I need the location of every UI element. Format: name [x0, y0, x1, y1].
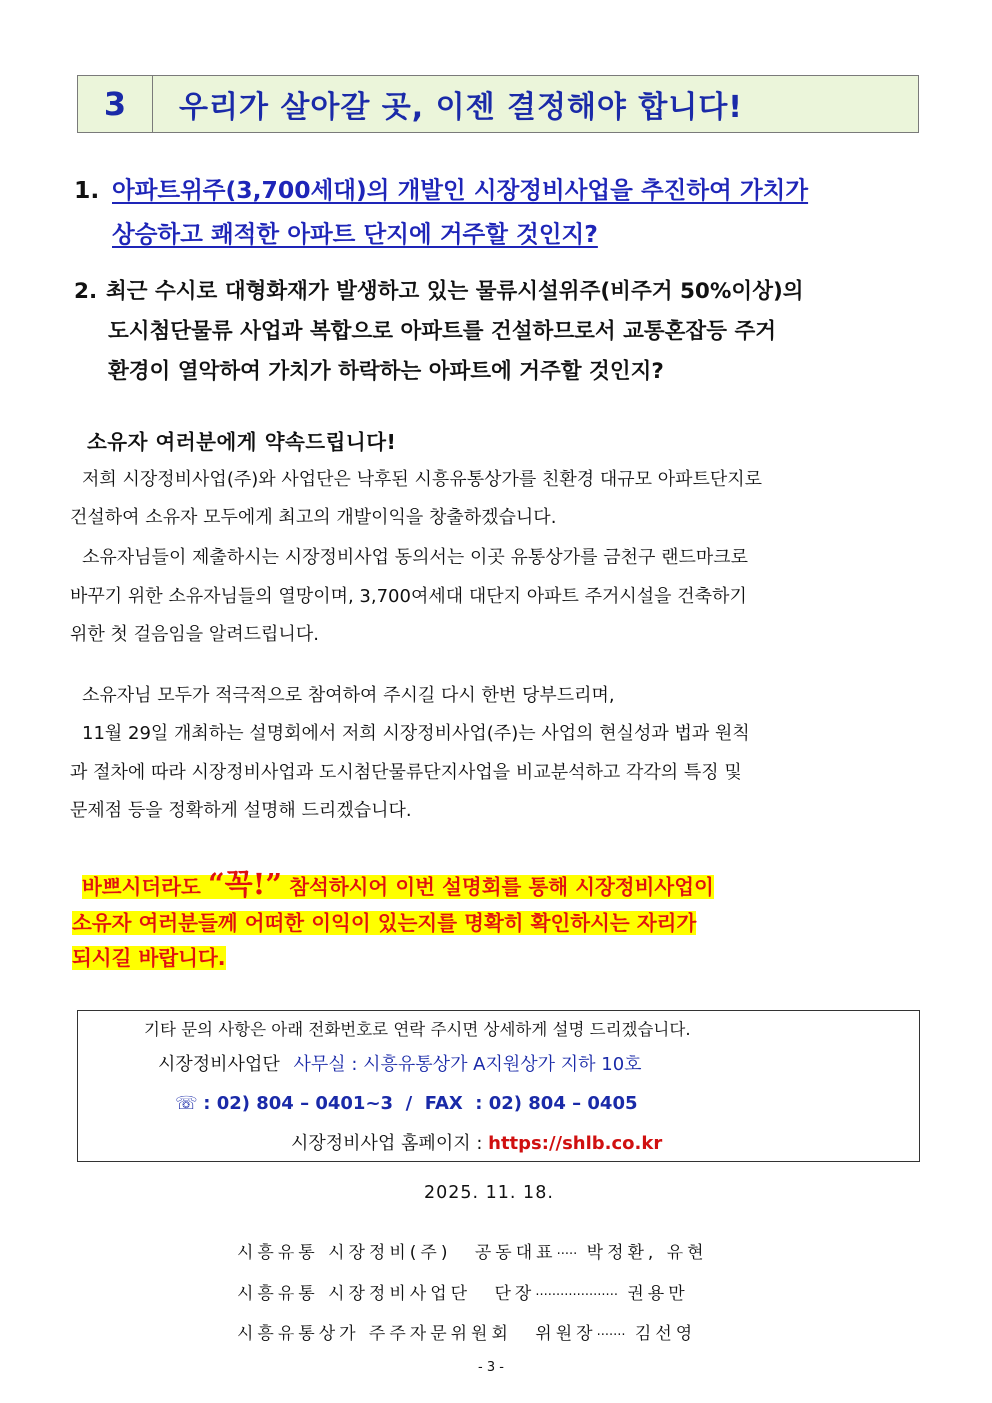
paragraph-3-line-2: 11월 29일 개최하는 설명회에서 저희 시장정비사업(주)는 사업의 현실성과 법과 원칙	[82, 723, 750, 744]
signature-row-3	[237, 1319, 696, 1344]
contact-phone: : 02) 804 – 0401~3 / FAX : 02) 804 – 0405	[203, 1093, 638, 1114]
paragraph-2-line-1: 소유자님들이 제출하시는 시장정비사업 동의서는 이곳 유통상가를 금천구 랜드마크로	[82, 547, 749, 568]
contact-homepage-row	[291, 1129, 662, 1155]
question-1	[74, 168, 934, 258]
highlight-post: 참석하시어 이번 설명회를 통해 시장정비사업이	[282, 875, 714, 899]
contact-office-row	[158, 1050, 642, 1076]
question-2-line-3: 환경이 열악하여 가치가 하락하는 아파트에 거주할 것인지?	[108, 359, 664, 384]
homepage-label: 시장정비사업 홈페이지 :	[291, 1133, 483, 1154]
question-2	[74, 272, 934, 392]
signature-row-1	[237, 1238, 708, 1263]
highlight-line-2	[72, 906, 696, 936]
homepage-link[interactable]: https://shlb.co.kr	[488, 1133, 663, 1154]
page-number: - 3 -	[478, 1360, 504, 1375]
paragraph-3-line-1: 소유자님 모두가 적극적으로 참여하여 주시길 다시 한번 당부드리며,	[82, 685, 615, 706]
signature-org: 시흥유통상가 주주자문위원회	[237, 1324, 512, 1344]
signature-name: 권용만	[627, 1284, 689, 1304]
question-1-number: 1.	[74, 176, 100, 204]
highlight-line-1	[82, 862, 714, 903]
paragraph-1-line-1: 저희 시장정비사업(주)와 사업단은 낙후된 시흥유통상가를 친환경 대규모 아파트단지로	[82, 469, 763, 490]
question-1-line-1: 아파트위주(3,700세대)의 개발인 시장정비사업을 추진하여 가치가	[112, 176, 809, 204]
question-1-line-2: 상승하고 쾌적한 아파트 단지에 거주할 것인지?	[112, 220, 598, 248]
promise-title: 소유자 여러분에게 약속드립니다!	[87, 430, 397, 454]
signature-dots: ····················	[535, 1288, 618, 1303]
contact-intro: 기타 문의 사항은 아래 전화번호로 연락 주시면 상세하게 설명 드리겠습니다.	[144, 1020, 691, 1039]
contact-org: 시장정비사업단	[158, 1054, 280, 1075]
question-2-line-2: 도시첨단물류 사업과 복합으로 아파트를 건설하므로서 교통혼잡등 주거	[108, 319, 776, 344]
paragraph-1-line-2: 건설하여 소유자 모두에게 최고의 개발이익을 창출하겠습니다.	[70, 507, 557, 528]
contact-office: 사무실 : 시흥유통상가 A지원상가 지하 10호	[293, 1054, 642, 1075]
section-header	[77, 75, 919, 133]
signature-role: 단장	[494, 1284, 536, 1304]
signature-role: 공동대표	[474, 1243, 557, 1263]
contact-box	[77, 1010, 920, 1162]
question-2-number: 2.	[74, 279, 98, 304]
signature-name: 박정환, 유현	[586, 1243, 708, 1263]
signature-dots: ·······	[596, 1328, 626, 1343]
signature-org: 시흥유통 시장정비(주)	[237, 1243, 452, 1263]
contact-phone-row	[175, 1093, 638, 1114]
section-number: 3	[78, 76, 153, 132]
signature-role: 위원장	[535, 1324, 597, 1344]
highlight-pre: 바쁘시더라도	[82, 875, 208, 899]
question-2-line-1: 최근 수시로 대형화재가 발생하고 있는 물류시설위주(비주거 50%이상)의	[106, 279, 804, 304]
signature-org: 시흥유통 시장정비사업단	[237, 1284, 472, 1304]
paragraph-2-line-3: 위한 첫 걸음임을 알려드립니다.	[70, 624, 319, 645]
highlight-line-3	[72, 941, 226, 971]
highlight-line-2-text: 소유자 여러분들께 어떠한 이익이 있는지를 명확히 확인하시는 자리가	[72, 911, 697, 935]
paragraph-3-line-4: 문제점 등을 정확하게 설명해 드리겠습니다.	[70, 800, 412, 821]
highlight-line-3-text: 되시길 바랍니다.	[72, 946, 226, 970]
paragraph-3-line-3: 과 절차에 따라 시장정비사업과 도시첨단물류단지사업을 비교분석하고 각각의 특징 및	[70, 762, 742, 783]
signature-name: 김선영	[634, 1324, 697, 1344]
highlight-emphasis: “꼭!”	[207, 867, 283, 901]
paragraph-2-line-2: 바꾸기 위한 소유자님들의 열망이며, 3,700여세대 대단지 아파트 주거시설을 건축하기	[70, 586, 747, 607]
telephone-icon: ☏	[175, 1093, 198, 1114]
document-date: 2025. 11. 18.	[424, 1183, 554, 1203]
section-title: 우리가 살아갈 곳, 이젠 결정해야 합니다!	[179, 90, 743, 125]
signature-row-2	[237, 1279, 689, 1304]
signature-dots: ·····	[556, 1247, 578, 1262]
